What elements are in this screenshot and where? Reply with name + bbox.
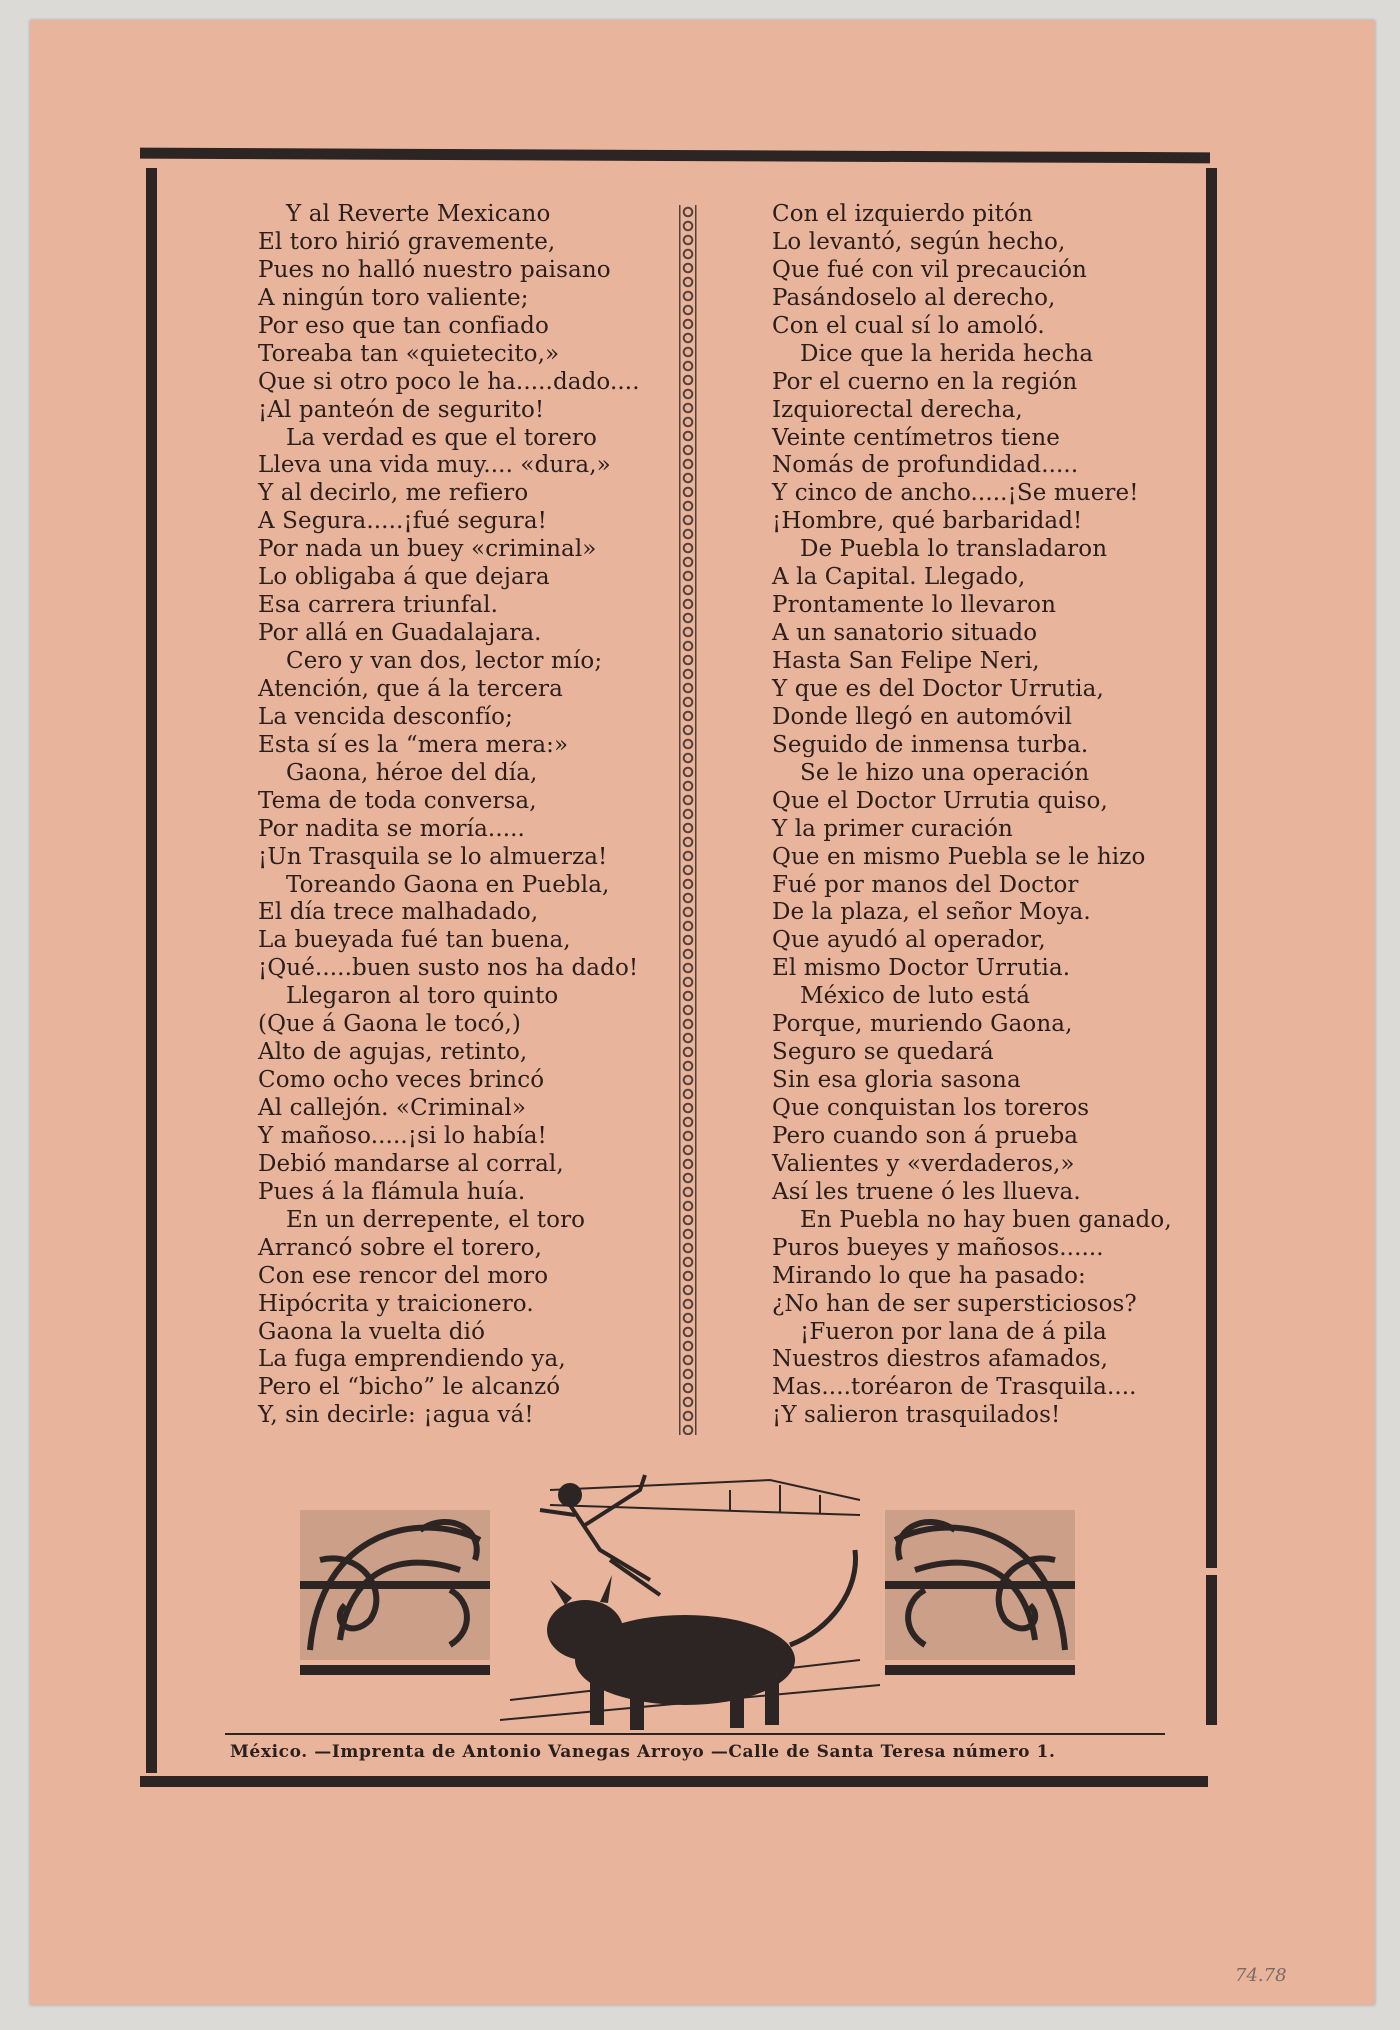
verse-line: Y al Reverte Mexicano — [286, 201, 551, 227]
verse-line: Como ocho veces brincó — [258, 1067, 545, 1094]
verse-line: Y mañoso.....¡si lo había! — [258, 1122, 547, 1149]
verse-line: Lo obligaba á que dejara — [258, 564, 550, 591]
verse-line: Fué por manos del Doctor — [772, 871, 1079, 898]
printer-imprint: México. —Imprenta de Antonio Vanegas Arroyo —Calle de Santa Teresa número 1. — [230, 1742, 1056, 1762]
verse-line: A ningún toro valiente; — [258, 284, 529, 311]
verse-line: ¡Y salieron trasquilados! — [772, 1402, 1061, 1429]
left-scroll-ornament — [300, 1510, 490, 1670]
verse-line: Arrancó sobre el torero, — [258, 1234, 542, 1261]
column-divider-ornament — [674, 205, 702, 1435]
verse-line: Veinte centímetros tiene — [772, 424, 1061, 451]
verse-line: De la plaza, el señor Moya. — [772, 899, 1091, 926]
verse-line: El toro hirió gravemente, — [258, 228, 556, 255]
verse-line: Dice que la herida hecha — [800, 340, 1094, 367]
verse-line: Porque, muriendo Gaona, — [772, 1011, 1073, 1038]
border-top-rule — [140, 148, 1210, 164]
verse-line: Con el izquierdo pitón — [772, 201, 1033, 227]
verse-line: Así les truene ó les llueva. — [772, 1178, 1081, 1205]
verse-line: Por el cuerno en la región — [772, 368, 1078, 395]
verse-line: Izquiorectal derecha, — [772, 396, 1023, 423]
verse-line: Pasándoselo al derecho, — [772, 284, 1056, 311]
verse-line: Por nada un buey «criminal» — [258, 536, 597, 563]
verse-line: ¡Un Trasquila se lo almuerza! — [258, 843, 608, 870]
verse-line: Con el cual sí lo amoló. — [772, 312, 1045, 339]
verse-line: Seguido de inmensa turba. — [772, 731, 1089, 758]
verse-line: ¡Hombre, qué barbaridad! — [772, 508, 1083, 535]
verse-line: El mismo Doctor Urrutia. — [772, 955, 1071, 982]
verse-line: Pues á la flámula huía. — [258, 1178, 526, 1205]
border-right-rule-lower — [1206, 1575, 1217, 1725]
verse-line: La vencida desconfío; — [258, 703, 513, 730]
verse-line: Gaona, héroe del día, — [286, 759, 538, 786]
verse-line: Gaona la vuelta dió — [258, 1318, 486, 1345]
verse-line: En Puebla no hay buen ganado, — [800, 1206, 1172, 1233]
verse-line: Al callejón. «Criminal» — [258, 1095, 527, 1121]
verse-line: Cero y van dos, lector mío; — [286, 648, 603, 674]
border-right-rule — [1206, 168, 1217, 1568]
verse-line: Sin esa gloria sasona — [772, 1067, 1021, 1094]
verse-column-left — [258, 201, 668, 1430]
verse-line: Pero el “bicho” le alcanzó — [258, 1374, 561, 1401]
verse-line: Seguro se quedará — [772, 1039, 994, 1066]
verse-line: Valientes y «verdaderos,» — [772, 1150, 1075, 1177]
verse-line: Se le hizo una operación — [800, 759, 1090, 786]
bull-figure — [547, 1550, 856, 1730]
verse-line: ¡Al panteón de segurito! — [258, 396, 545, 423]
verse-line: Y que es del Doctor Urrutia, — [772, 675, 1104, 702]
verse-line: Hipócrita y traicionero. — [258, 1290, 534, 1317]
verse-line: Esta sí es la “mera mera:» — [258, 731, 569, 758]
verse-line: Que en mismo Puebla se le hizo — [772, 843, 1146, 870]
catalog-mark: 74.78 — [1235, 1965, 1287, 1986]
verse-line: ¿No han de ser supersticiosos? — [772, 1290, 1137, 1317]
verse-line: Que fué con vil precaución — [772, 256, 1087, 283]
verse-line: Pues no halló nuestro paisano — [258, 256, 611, 283]
verse-line: La bueyada fué tan buena, — [258, 927, 571, 954]
verse-line: Que ayudó al operador, — [772, 927, 1046, 954]
verse-line: A la Capital. Llegado, — [772, 564, 1026, 591]
verse-line: Toreando Gaona en Puebla, — [286, 871, 610, 898]
verse-line: Lo levantó, según hecho, — [772, 228, 1066, 255]
verse-line: Toreaba tan «quietecito,» — [258, 340, 560, 367]
border-bottom-rule — [140, 1776, 1208, 1787]
verse-line: (Que á Gaona le tocó,) — [258, 1011, 521, 1038]
verse-line: Debió mandarse al corral, — [258, 1150, 564, 1177]
verse-line: Tema de toda conversa, — [258, 787, 537, 814]
verse-line: La fuga emprendiendo ya, — [258, 1346, 566, 1373]
verse-line: Llegaron al toro quinto — [286, 983, 559, 1010]
verse-line: Que si otro poco le ha.....dado.... — [258, 368, 640, 395]
verse-line: Donde llegó en automóvil — [772, 703, 1073, 730]
imprint-rule — [225, 1733, 1165, 1735]
verse-column-right — [772, 201, 1192, 1430]
right-scroll-ornament — [885, 1510, 1075, 1670]
verse-line: Y, sin decirle: ¡agua vá! — [258, 1402, 534, 1429]
verse-line: Pero cuando son á prueba — [772, 1122, 1079, 1149]
verse-line: La verdad es que el torero — [286, 424, 597, 451]
verse-line: Puros bueyes y mañosos...... — [772, 1234, 1104, 1261]
verse-line: Por eso que tan confiado — [258, 312, 549, 339]
verse-line: Que el Doctor Urrutia quiso, — [772, 787, 1108, 814]
verse-line: Prontamente lo llevaron — [772, 592, 1056, 619]
verse-line: Mirando lo que ha pasado: — [772, 1262, 1086, 1289]
verse-line: Por allá en Guadalajara. — [258, 620, 542, 647]
border-left-rule — [146, 168, 157, 1773]
verse-line: México de luto está — [800, 983, 1031, 1010]
verse-line: Con ese rencor del moro — [258, 1262, 549, 1289]
verse-line: Nuestros diestros afamados, — [772, 1346, 1109, 1373]
verse-line: Esa carrera triunfal. — [258, 592, 499, 619]
verse-line: El día trece malhadado, — [258, 899, 539, 926]
verse-line: De Puebla lo transladaron — [800, 536, 1108, 563]
verse-line: En un derrepente, el toro — [286, 1206, 586, 1233]
verse-line: Y la primer curación — [772, 815, 1013, 842]
verse-line: A Segura.....¡fué segura! — [258, 508, 547, 535]
torero-figure — [540, 1475, 660, 1595]
verse-line: Atención, que á la tercera — [258, 675, 563, 702]
verse-line: Hasta San Felipe Neri, — [772, 648, 1040, 674]
verse-line: ¡Fueron por lana de á pila — [800, 1318, 1107, 1345]
verse-line: Mas....toréaron de Trasquila.... — [772, 1374, 1137, 1401]
verse-line: Por nadita se moría..... — [258, 815, 525, 842]
verse-line: Que conquistan los toreros — [772, 1095, 1090, 1121]
verse-line: Y al decirlo, me refiero — [258, 480, 529, 507]
verse-line: A un sanatorio situado — [772, 620, 1038, 647]
verse-line: Alto de agujas, retinto, — [258, 1039, 528, 1066]
verse-line: ¡Qué.....buen susto nos ha dado! — [258, 955, 639, 982]
verse-line: Y cinco de ancho.....¡Se muere! — [772, 480, 1139, 507]
verse-line: Nomás de profundidad..... — [772, 452, 1079, 479]
bullfight-engraving — [300, 1470, 1075, 1730]
verse-line: Lleva una vida muy.... «dura,» — [258, 452, 611, 479]
